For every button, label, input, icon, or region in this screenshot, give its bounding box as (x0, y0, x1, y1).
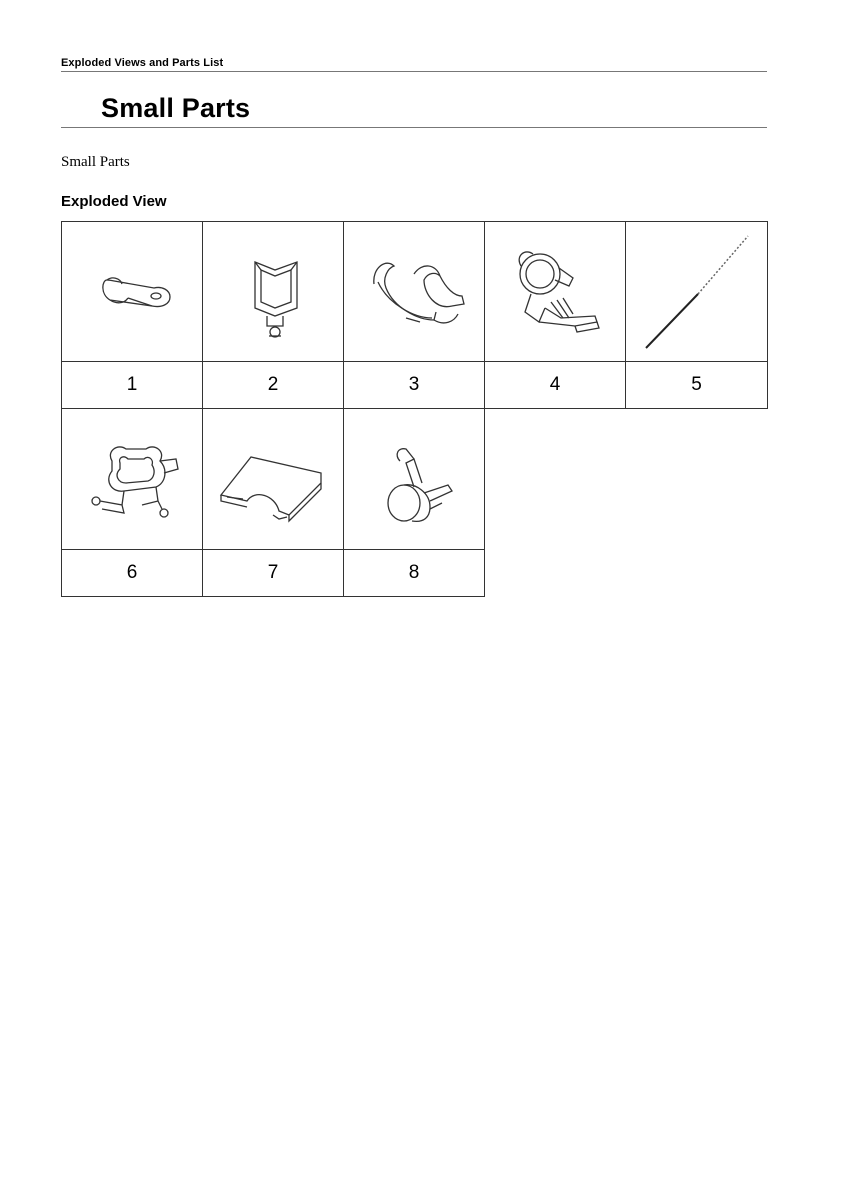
part-number-label: 8 (343, 549, 485, 597)
part-image-cell (61, 408, 203, 550)
part-image-cell (202, 408, 344, 550)
part-image-cell (625, 221, 768, 362)
part-number-label: 6 (61, 549, 203, 597)
part-image-cell (343, 408, 485, 550)
subtitle: Small Parts (61, 154, 130, 170)
wire-tie-mount-icon (203, 222, 343, 361)
double-clip-icon (344, 222, 484, 361)
part-number-label: 2 (202, 361, 344, 409)
part-number-label: 4 (484, 361, 626, 409)
part-image-cell (61, 221, 203, 362)
title-rule (61, 127, 767, 128)
part-image-cell (202, 221, 344, 362)
plate-clip-icon (203, 409, 343, 549)
part-number-label: 3 (343, 361, 485, 409)
p-clamp-icon (62, 222, 202, 361)
header-rule (61, 71, 767, 72)
page-title: Small Parts (101, 93, 251, 123)
part-image-cell (484, 221, 626, 362)
part-number-label: 1 (61, 361, 203, 409)
rod-icon (626, 222, 767, 361)
part-number-label: 5 (625, 361, 768, 409)
harness-clip-icon (485, 222, 625, 361)
part-image-cell (343, 221, 485, 362)
parts-grid (61, 221, 768, 597)
cable-holder-icon (62, 409, 202, 549)
hose-clamp-icon (344, 409, 484, 549)
part-number-label: 7 (202, 549, 344, 597)
header-section-label: Exploded Views and Parts List (61, 57, 224, 69)
section-heading: Exploded View (61, 193, 167, 210)
